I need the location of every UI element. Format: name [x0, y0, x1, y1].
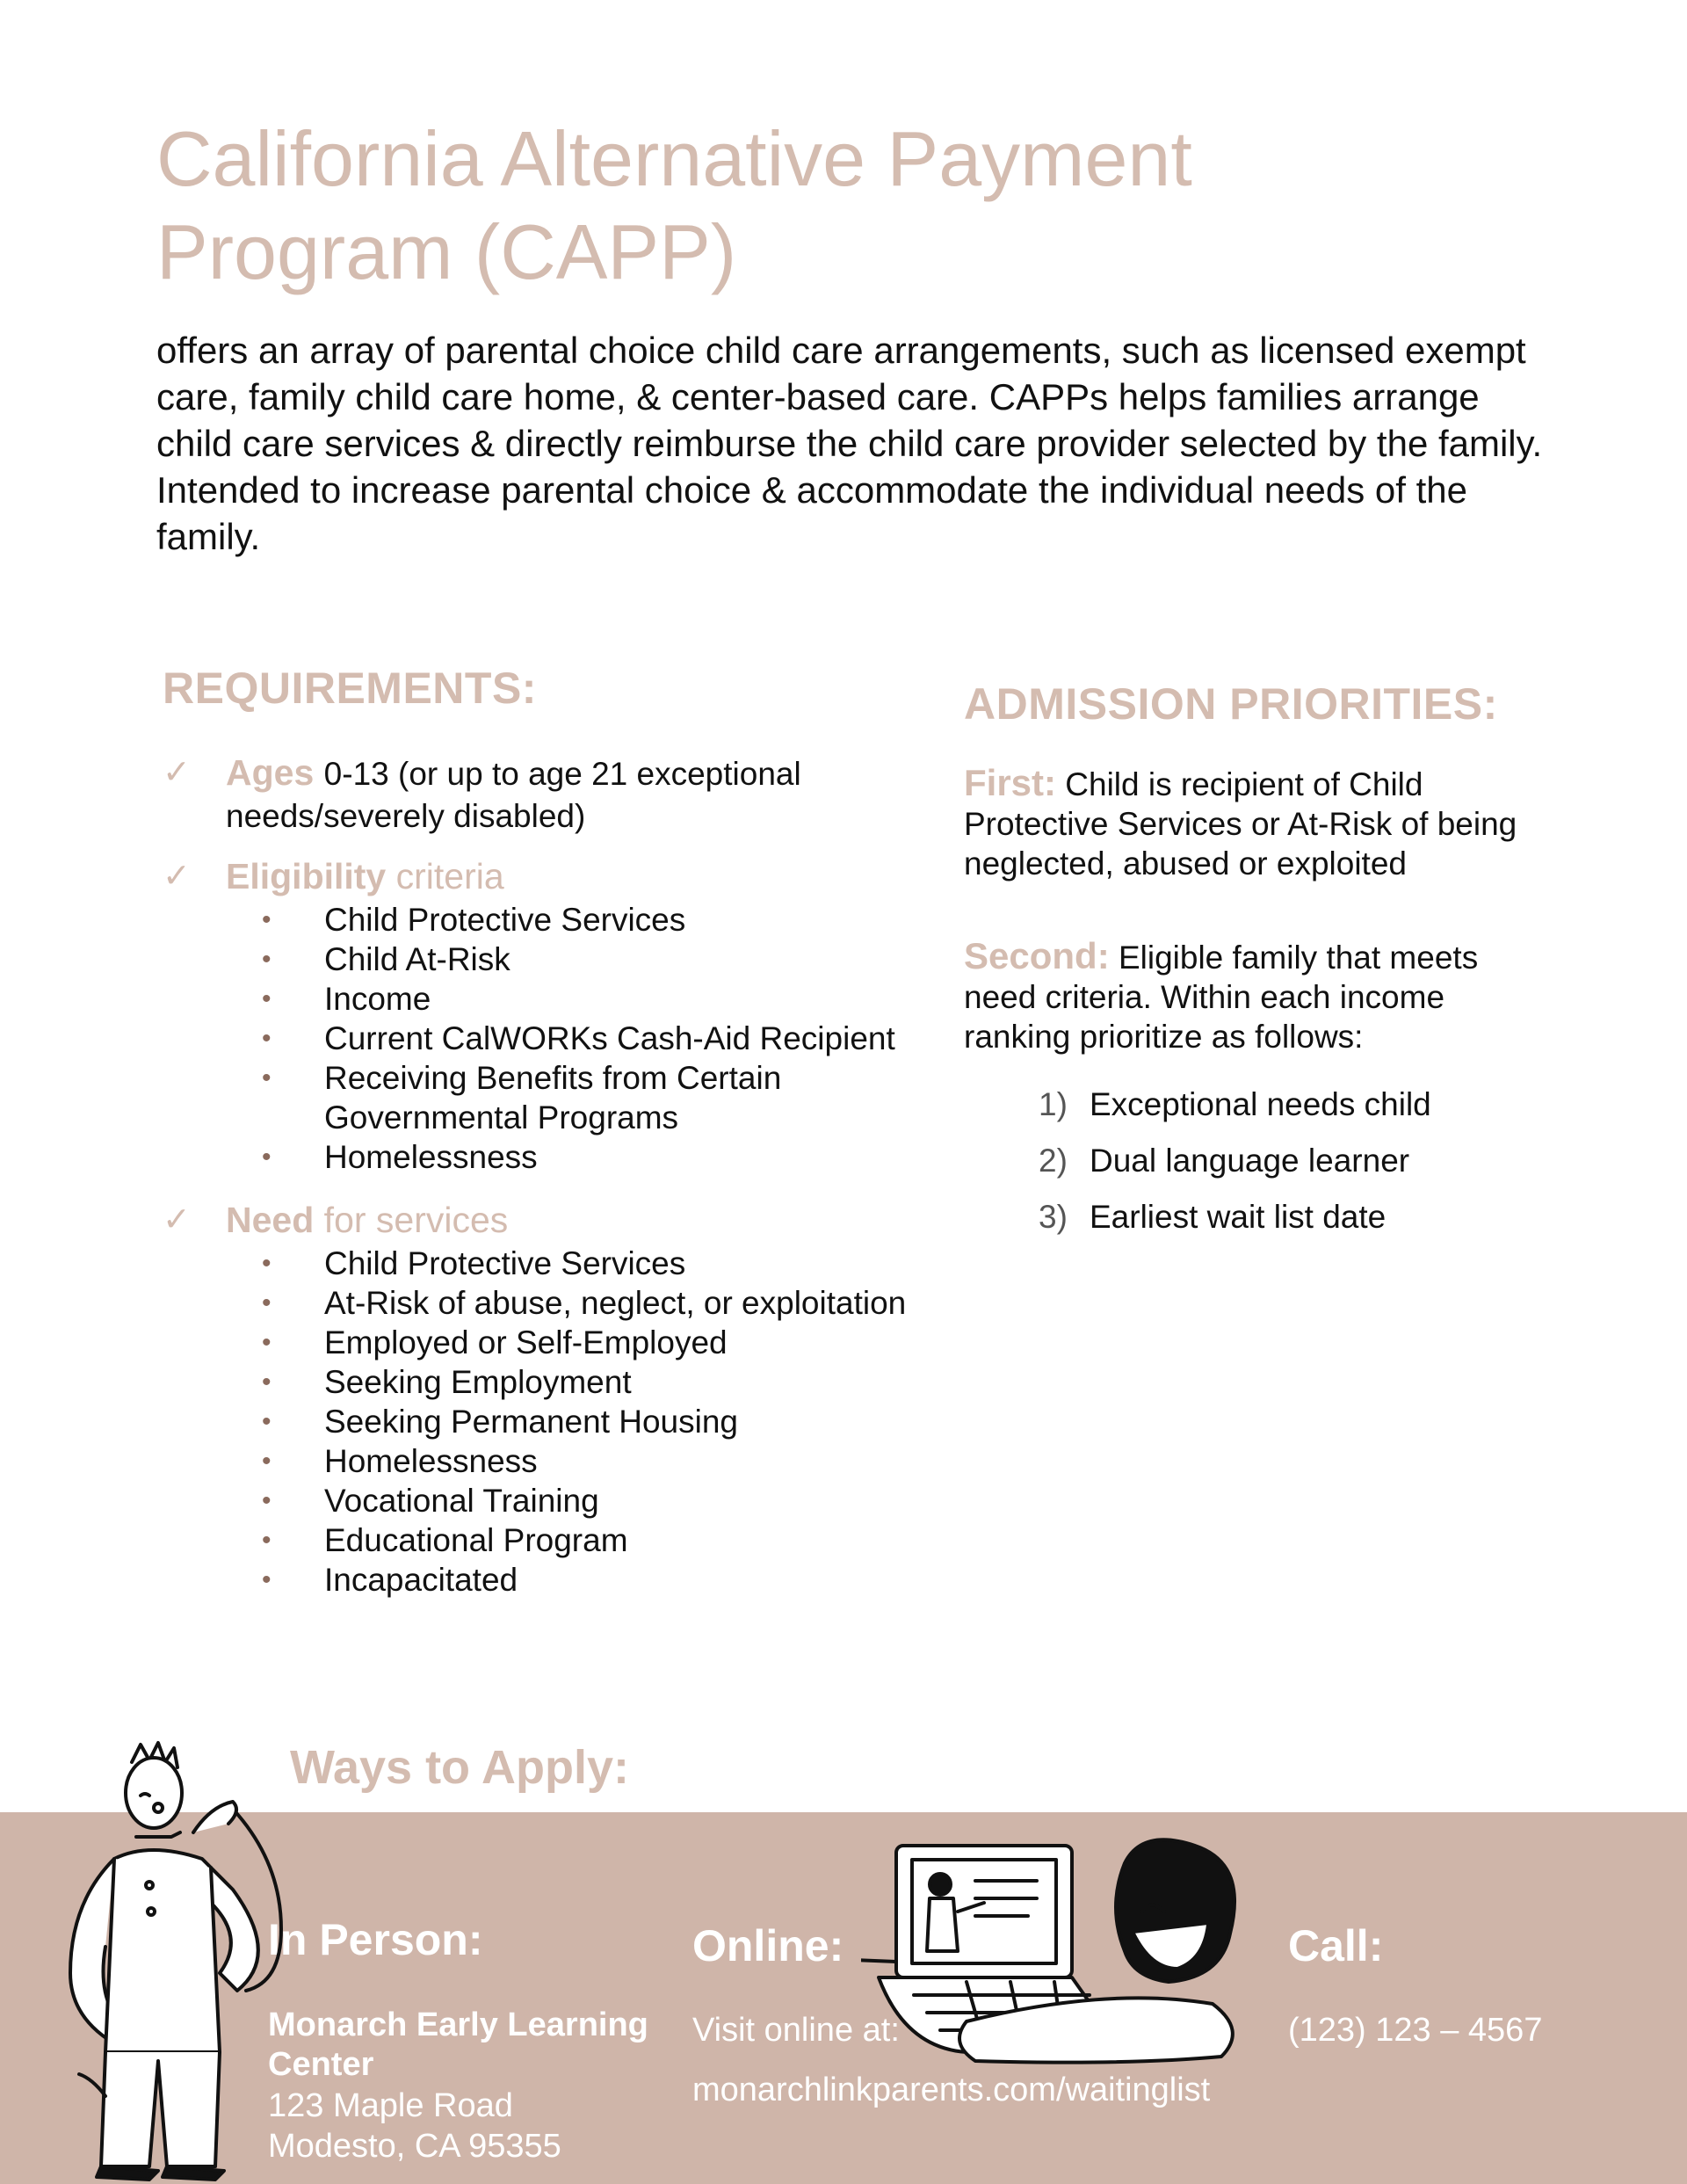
list-item: 1) Exceptional needs child — [1039, 1086, 1431, 1122]
call-phone[interactable]: (123) 123 – 4567 — [1288, 2012, 1543, 2049]
bullet-dot-icon: • — [262, 1063, 272, 1092]
bullet-dot-icon: • — [262, 1486, 272, 1515]
bullet-dot-icon: • — [262, 1249, 272, 1278]
list-item: 2) Dual language learner — [1039, 1143, 1410, 1179]
bullet-dot-icon: • — [262, 905, 272, 934]
checkmark-icon: ✓ — [163, 752, 191, 791]
intro-paragraph: offers an array of parental choice child care arrangements, such as licensed exempt care, family child care home, & center-based care. CAPPs helps families arrange child care services & directly reimburse the child care provider selected by the family. Intended to increase parental choice & accommodate the individual needs of the family. — [156, 330, 1543, 557]
list-item: 3) Earliest wait list date — [1039, 1199, 1387, 1235]
in-person-address — [268, 2086, 655, 2166]
list-item: • Current CalWORKs Cash-Aid Recipient — [262, 1020, 895, 1056]
list-item: • Homelessness — [262, 1139, 538, 1175]
eligibility-suffix: criteria — [395, 856, 504, 896]
list-item: • Child At-Risk — [262, 941, 510, 977]
bullet-dot-icon: • — [262, 1328, 272, 1357]
eligibility-label: Eligibility — [226, 856, 387, 896]
requirements-heading: REQUIREMENTS: — [163, 664, 537, 713]
list-item: • Child Protective Services — [262, 1245, 686, 1281]
bullet-dot-icon: • — [262, 984, 272, 1013]
list-item: • Income — [262, 981, 431, 1017]
online-title: Online: — [692, 1921, 844, 1970]
list-item: • Seeking Permanent Housing — [262, 1404, 739, 1440]
online-url-link[interactable]: monarchlinkparents.com/waitinglist — [692, 2072, 1211, 2108]
priority-rank-list — [1039, 1077, 1431, 1245]
list-item: • Child Protective Services — [262, 902, 686, 938]
eligibility-list — [163, 900, 953, 1177]
address-line-2: Modesto, CA 95355 — [268, 2128, 561, 2165]
bullet-dot-icon: • — [262, 1447, 272, 1476]
list-item: • Employed or Self-Employed — [262, 1324, 728, 1360]
bullet-dot-icon: • — [262, 1288, 272, 1317]
list-item: • Homelessness — [262, 1443, 538, 1479]
list-item: • Educational Program — [262, 1522, 628, 1558]
list-item: • Seeking Employment — [262, 1364, 632, 1400]
second-label: Second: — [964, 935, 1110, 976]
bullet-dot-icon: • — [262, 945, 272, 974]
list-item: • Vocational Training — [262, 1483, 599, 1519]
need-suffix: for services — [323, 1200, 509, 1240]
bullet-dot-icon: • — [262, 1024, 272, 1053]
priority-second — [964, 936, 1544, 1056]
need-label: Need — [226, 1200, 315, 1240]
in-person-title: In Person: — [268, 1915, 483, 1964]
bullet-dot-icon: • — [262, 1143, 272, 1172]
list-item: • At-Risk of abuse, neglect, or exploitation — [262, 1285, 907, 1321]
ways-to-apply-heading: Ways to Apply: — [290, 1741, 630, 1794]
need-list — [163, 1244, 953, 1600]
bullet-dot-icon: • — [262, 1526, 272, 1555]
checkmark-icon: ✓ — [163, 1200, 191, 1238]
address-line-1: 123 Maple Road — [268, 2087, 513, 2124]
second-text: Eligible family that meets need criteria. Within each income ranking prioritize as follows: — [964, 940, 1479, 1055]
in-person-name: Monarch Early Learning Center — [268, 2006, 648, 2083]
ages-label: Ages — [226, 752, 315, 793]
bullet-dot-icon: • — [262, 1407, 272, 1436]
list-item: • Incapacitated — [262, 1562, 518, 1598]
first-text: Child is recipient of Child Protective Services or At-Risk of being neglected, abused or exploited — [964, 766, 1517, 882]
bullet-dot-icon: • — [262, 1368, 272, 1397]
online-text: Visit online at: — [692, 2012, 900, 2049]
thinking-man-illustration — [18, 1727, 316, 2184]
page-title: California Alternative Payment Program (CAPP) — [156, 115, 1192, 295]
list-item: • Receiving Benefits from Certain Governmental Programs — [262, 1060, 782, 1136]
call-title: Call: — [1288, 1921, 1384, 1970]
bullet-dot-icon: • — [262, 1565, 272, 1594]
checkmark-icon: ✓ — [163, 856, 191, 895]
ages-text: 0-13 (or up to age 21 exceptional needs/severely disabled) — [226, 756, 801, 834]
admission-heading: ADMISSION PRIORITIES: — [964, 679, 1498, 729]
priority-first — [964, 763, 1544, 883]
first-label: First: — [964, 762, 1056, 803]
laptop-user-illustration — [861, 1828, 1256, 2074]
